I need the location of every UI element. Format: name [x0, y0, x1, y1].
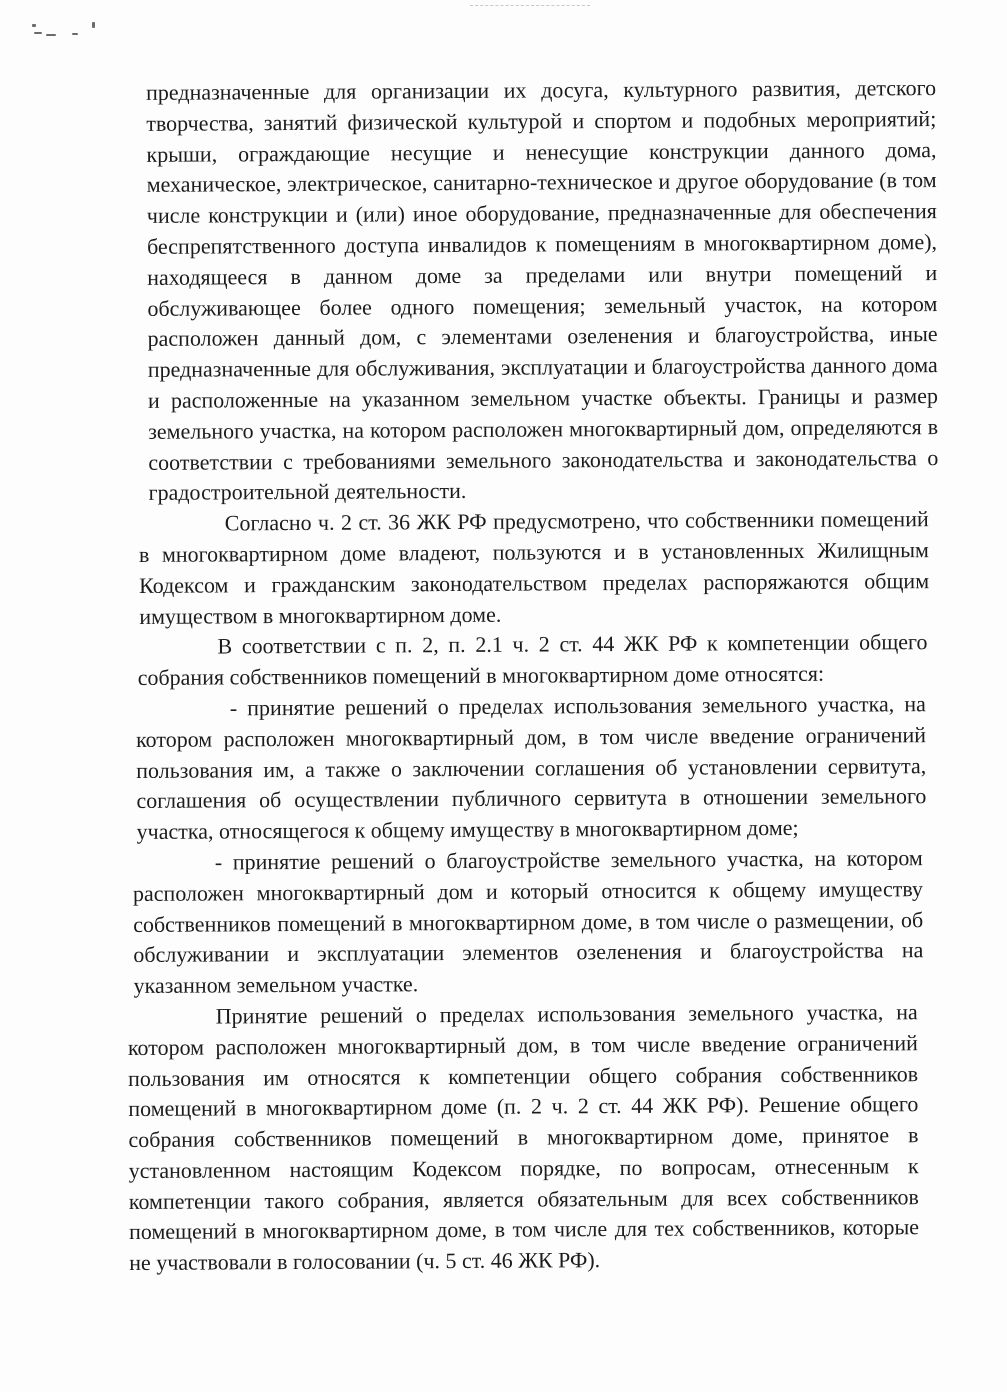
- document-body: [128, 73, 943, 1279]
- list-item-land-use-limits: - принятие решений о пределах использования земельного участка, на котором расположен многоквартирный дом, в том числе введение ограничений пользования им, а также о заключении соглашения об установлении сервитута, соглашения об осуществлении публичного сервитута в отношении земельного участка, относящегося к общему имуществу в многоквартирном доме;: [135, 691, 927, 845]
- scan-artifact: [32, 22, 102, 40]
- paragraph-article-36: Согласно ч. 2 ст. 36 ЖК РФ предусмотрено, что собственники помещений в многоквартирном доме владеют, пользуются и в установленных Жилищным Кодексом и гражданским законодательством пределах распоряжаются общим имуществом в многоквартирном доме.: [138, 506, 930, 629]
- paragraph-general-meeting-decision: Принятие решений о пределах использования земельного участка, на котором расположен многоквартирный дом, в том числе введение ограничений пользования им относятся к компетенции общего собрания собственников помещений в многоквартирном доме (п. 2 ч. 2 ст. 44 ЖК РФ). Решение общего собрания собственников помещений в многоквартирном доме, принятое в установленном настоящим Кодексом порядке, по вопросам, отнесенным к компетенции такого собрания, является обязательным для всех собственников помещений в многоквартирном доме, в том числе для тех собственников, которые не участвовали в голосовании (ч. 5 ст. 46 ЖК РФ).: [127, 999, 920, 1276]
- paragraph-article-44-intro: В соответствии с п. 2, п. 2.1 ч. 2 ст. 44 ЖК РФ к компетенции общего собрания собственников помещений в многоквартирном доме относятся:: [137, 629, 928, 691]
- list-item-landscaping: - принятие решений о благоустройстве земельного участка, на котором расположен многоквартирный дом и который относится к общему имуществу собственников помещений в многоквартирном доме, в том числе о размещении, об обслуживании и эксплуатации элементов озеленения и благоустройства на указанном земельном участке.: [132, 845, 924, 999]
- paragraph-common-property: предназначенные для организации их досуга, культурного развития, детского творчества, занятий физической культурой и спортом и подобных мероприятий; крыши, ограждающие несущие и ненесущие конструкции данного дома, механическое, электрическое, санитарно-техническое и другое оборудование (в том числе конструкции и (или) иное оборудование, предназначенные для обеспечения беспрепятственного доступа инвалидов к помещениям в многоквартирном доме), находящееся в данном доме за пределами или внутри помещений и обслуживающее более одного помещения; земельный участок, на котором расположен данный дом, с элементами озеленения и благоустройства, иные предназначенные для обслуживания, эксплуатации и благоустройства данного дома и расположенные на указанном земельном участке объекты. Границы и размер земельного участка, на котором расположен многоквартирный дом, определяются в соответствии с требованиями земельного законодательства и законодательства о градостроительной деятельности.: [146, 75, 939, 506]
- scan-edge-mark: [470, 0, 590, 6]
